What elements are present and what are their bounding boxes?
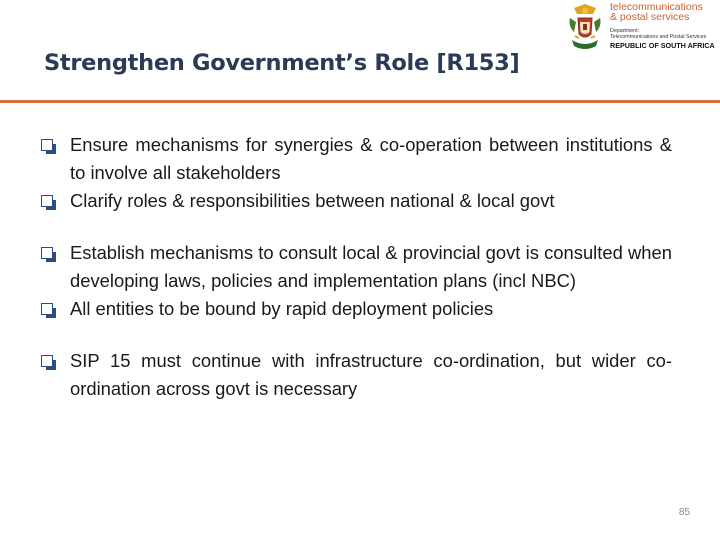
checkbox-bullet-icon xyxy=(41,247,53,259)
bullet-text: Establish mechanisms to consult local & provincial govt is consulted when developing laws, policies and implementation plans (incl NBC) xyxy=(70,242,672,291)
bullet-text: All entities to be bound by rapid deployment policies xyxy=(70,298,494,319)
bullet-text: Clarify roles & responsibilities between national & local govt xyxy=(70,190,555,211)
bullet-item xyxy=(40,347,672,403)
title-divider xyxy=(0,100,720,103)
bullet-list xyxy=(40,131,672,403)
bullet-item xyxy=(40,295,672,323)
checkbox-bullet-icon xyxy=(41,195,53,207)
bullet-item xyxy=(40,187,672,215)
checkbox-bullet-icon xyxy=(41,355,53,367)
logo-country-text: REPUBLIC OF SOUTH AFRICA xyxy=(610,41,715,50)
bullet-text: Ensure mechanisms for synergies & co-operation between institutions & to involve all stakeholders xyxy=(70,134,672,183)
department-logo xyxy=(566,0,720,56)
checkbox-bullet-icon xyxy=(41,303,53,315)
checkbox-bullet-icon xyxy=(41,139,53,151)
bullet-item xyxy=(40,239,672,295)
bullet-text: SIP 15 must continue with infrastructure co-ordination, but wider co-ordination across govt is necessary xyxy=(70,350,672,399)
bullet-item xyxy=(40,131,672,187)
slide-title: Strengthen Government’s Role [R153] xyxy=(44,50,520,76)
coat-of-arms-icon xyxy=(566,2,604,52)
page-number: 85 xyxy=(678,507,690,518)
logo-brand-text: telecommunications & postal services xyxy=(610,1,703,23)
logo-department-text: Department: Telecommunications and Postal Services xyxy=(610,28,707,40)
